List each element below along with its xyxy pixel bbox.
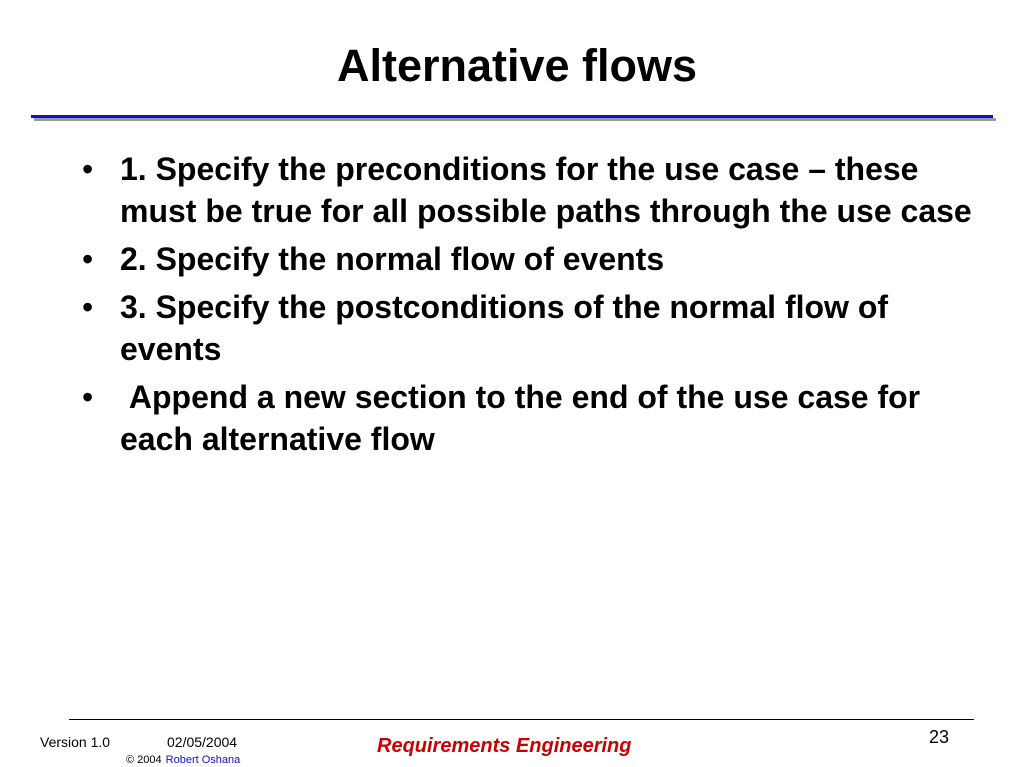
bullet-item-postconditions bbox=[82, 286, 982, 370]
bullet-dot-icon: • bbox=[82, 241, 94, 277]
bullet-item-normal-flow bbox=[82, 238, 982, 280]
bullet-list bbox=[82, 148, 982, 466]
footer-copyright bbox=[126, 754, 240, 766]
bullet-dot-icon: • bbox=[82, 151, 94, 187]
bullet-text: 1. Specify the preconditions for the use case – these must be true for all possible paths through the use case bbox=[120, 151, 972, 229]
footer-date: 02/05/2004 bbox=[167, 734, 238, 750]
page-number: 23 bbox=[929, 727, 950, 747]
footer-author: Robert Oshana bbox=[165, 754, 241, 766]
bullet-dot-icon: • bbox=[82, 379, 94, 415]
footer-rule bbox=[69, 719, 974, 720]
bullet-item-append-section bbox=[82, 376, 982, 460]
title-rule-shadow bbox=[34, 118, 996, 121]
bullet-text: 2. Specify the normal flow of events bbox=[120, 241, 665, 277]
bullet-item-preconditions bbox=[82, 148, 982, 232]
bullet-text: 3. Specify the postconditions of the normal flow of events bbox=[120, 289, 889, 367]
slide-title: Alternative flows bbox=[336, 40, 698, 91]
copyright-text: © 2004 bbox=[126, 754, 162, 766]
bullet-dot-icon: • bbox=[82, 289, 94, 325]
title-rule bbox=[31, 115, 993, 118]
bullet-text: Append a new section to the end of the use case for each alternative flow bbox=[120, 379, 930, 457]
footer-version: Version 1.0 bbox=[40, 734, 111, 750]
footer-course-title: Requirements Engineering bbox=[377, 735, 632, 757]
